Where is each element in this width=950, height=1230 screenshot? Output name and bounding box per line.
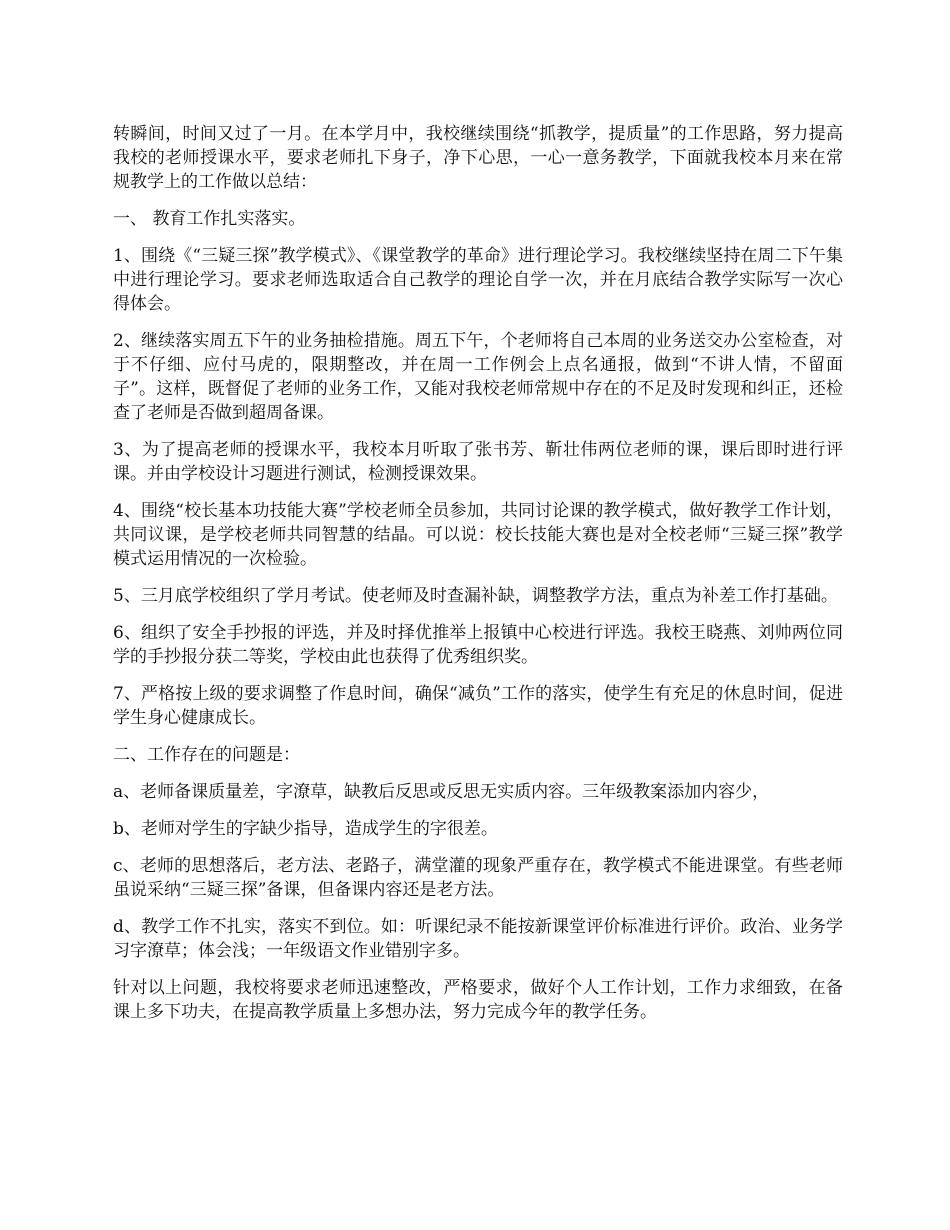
item-paragraph-5: 5、三月底学校组织了学月考试。使老师及时查漏补缺，调整教学方法，重点为补差工作打基础。: [113, 586, 838, 606]
item-paragraph-7: 7、严格按上级的要求调整了作息时间，确保“减负”工作的落实，使学生有充足的休息时间，促进学生身心健康成长。: [113, 684, 843, 728]
section-heading-2: 二、工作存在的问题是：: [113, 745, 300, 765]
item-paragraph-6: 6、组织了安全手抄报的评选，并及时择优推举上报镇中心校进行评选。我校王晓燕、刘帅两位同学的手抄报分获二等奖，学校由此也获得了优秀组织奖。: [113, 623, 843, 667]
intro-paragraph: 转瞬间，时间又过了一月。在本学月中，我校继续围绕“抓教学，提质量”的工作思路，努力提高我校的老师授课水平，要求老师扎下身子，净下心思，一心一意务教学，下面就我校本月来在常规教学上的工作做以总结：: [113, 124, 843, 192]
problem-paragraph-d: d、教学工作不扎实，落实不到位。如：听课纪录不能按新课堂评价标准进行评价。政治、业务学习字潦草；体会浅；一年级语文作业错别字多。: [113, 917, 843, 961]
item-paragraph-3: 3、为了提高老师的授课水平，我校本月听取了张书芳、靳壮伟两位老师的课，课后即时进行评课。并由学校设计习题进行测试，检测授课效果。: [113, 440, 843, 484]
item-paragraph-1: 1、围绕《“三疑三探”教学模式》、《课堂教学的革命》进行理论学习。我校继续坚持在周二下午集中进行理论学习。要求老师选取适合自己教学的理论自学一次，并在月底结合教学实际写一次心得体会。: [113, 246, 843, 314]
item-paragraph-2: 2、继续落实周五下午的业务抽检措施。周五下午，个老师将自己本周的业务送交办公室检查，对于不仔细、应付马虎的，限期整改，并在周一工作例会上点名通报，做到“不讲人情，不留面子”。这样，既督促了老师的业务工作，又能对我校老师常规中存在的不足及时发现和纠正，还检查了老师是否做到超周备课。: [113, 331, 843, 423]
conclusion-paragraph: 针对以上问题，我校将要求老师迅速整改，严格要求，做好个人工作计划，工作力求细致，在备课上多下功夫，在提高教学质量上多想办法，努力完成今年的教学任务。: [113, 978, 843, 1022]
problem-paragraph-a: a、老师备课质量差，字潦草，缺教后反思或反思无实质内容。三年级教案添加内容少，: [113, 782, 770, 802]
item-paragraph-4: 4、围绕“校长基本功技能大赛”学校老师全员参加，共同讨论课的教学模式，做好教学工作计划，共同议课，是学校老师共同智慧的结晶。可以说：校长技能大赛也是对全校老师“三疑三探”教学模式运用情况的一次检验。: [113, 501, 843, 569]
document-body: [113, 122, 843, 1037]
section-heading-1: 一、 教育工作扎实落实。: [113, 209, 306, 229]
problem-paragraph-c: c、老师的思想落后，老方法、老路子，满堂灌的现象严重存在，教学模式不能进课堂。有些老师虽说采纳“三疑三探”备课，但备课内容还是老方法。: [113, 856, 843, 900]
problem-paragraph-b: b、老师对学生的字缺少指导，造成学生的字很差。: [113, 819, 498, 839]
